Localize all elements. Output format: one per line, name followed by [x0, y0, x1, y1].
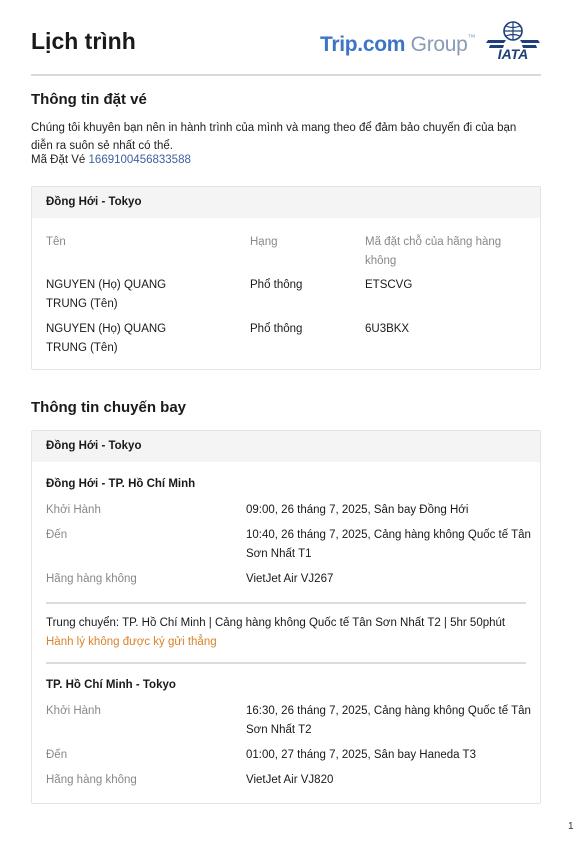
- leg-2-depart-value: 16:30, 26 tháng 7, 2025, Cảng hàng không Quốc tế Tân Sơn Nhất T2: [246, 705, 531, 736]
- leg-1-arrive-value: 10:40, 26 tháng 7, 2025, Cảng hàng không Quốc tế Tân Sơn Nhất T1: [246, 529, 531, 560]
- passenger-card-route: Đồng Hới - Tokyo: [32, 187, 540, 218]
- column-header-pnr: Mã đặt chỗ của hãng hàng không: [365, 236, 502, 267]
- leg-2-depart-label: Khởi Hành: [46, 705, 101, 717]
- baggage-warning: Hành lý không được ký gửi thẳng: [46, 636, 217, 648]
- passenger-2-class: Phổ thông: [250, 323, 303, 335]
- leg-1-title: Đồng Hới - TP. Hồ Chí Minh: [46, 478, 196, 490]
- passenger-2-name: NGUYEN (Họ) QUANG TRUNG (Tên): [46, 323, 167, 354]
- passenger-2-pnr: 6U3BKX: [365, 323, 410, 335]
- iata-logo-icon: [484, 20, 542, 60]
- leg-2-title: TP. Hồ Chí Minh - Tokyo: [46, 679, 176, 691]
- leg-1-arrive-label: Đến: [46, 529, 68, 541]
- iata-logo-text: IATA: [497, 46, 529, 60]
- itinerary-page: [31, 0, 541, 786]
- page-number: 1: [568, 821, 574, 832]
- leg-2-airline-value: VietJet Air VJ820: [246, 774, 334, 786]
- booking-code-line: [31, 154, 191, 166]
- leg-1-depart-label: Khởi Hành: [46, 504, 101, 516]
- page-title: Lịch trình: [31, 28, 136, 54]
- leg-2-airline-label: Hãng hàng không: [46, 774, 137, 786]
- flight-card: [31, 430, 541, 804]
- leg-1-depart-value: 09:00, 26 tháng 7, 2025, Sân bay Đồng Hới: [246, 504, 469, 516]
- column-header-name: Tên: [46, 236, 66, 248]
- flight-card-route: Đồng Hới - Tokyo: [32, 431, 540, 462]
- transfer-info: Trung chuyển: TP. Hồ Chí Minh | Cảng hàng không Quốc tế Tân Sơn Nhất T2 | 5hr 50phút: [46, 617, 506, 629]
- booking-intro-text: Chúng tôi khuyên bạn nên in hành trình của mình và mang theo để đảm bảo chuyến đi của bạn diễn ra suôn sẻ nhất có thể.: [31, 122, 517, 152]
- divider: [46, 602, 526, 604]
- header: [31, 0, 541, 76]
- flight-section-title: Thông tin chuyến bay: [31, 399, 187, 416]
- tripcom-group-logo: [320, 33, 475, 57]
- column-header-class: Hạng: [250, 236, 278, 248]
- leg-1-airline-label: Hãng hàng không: [46, 573, 137, 585]
- passenger-1-class: Phổ thông: [250, 279, 303, 291]
- booking-code-value[interactable]: 1669100456833588: [88, 154, 191, 166]
- divider: [46, 662, 526, 664]
- tripcom-brand: Trip.com: [320, 33, 406, 56]
- passenger-1-pnr: ETSCVG: [365, 279, 413, 291]
- booking-code-label: Mã Đặt Vé: [31, 154, 86, 166]
- passenger-card: [31, 186, 541, 370]
- leg-2-arrive-value: 01:00, 27 tháng 7, 2025, Sân bay Haneda T3: [246, 749, 476, 761]
- leg-1-airline-value: VietJet Air VJ267: [246, 573, 334, 585]
- tripcom-group-text: Group: [405, 33, 468, 56]
- leg-2-arrive-label: Đến: [46, 749, 68, 761]
- booking-section-title: Thông tin đặt vé: [31, 91, 147, 108]
- passenger-1-name: NGUYEN (Họ) QUANG TRUNG (Tên): [46, 279, 167, 310]
- trademark-mark: ™: [467, 33, 476, 42]
